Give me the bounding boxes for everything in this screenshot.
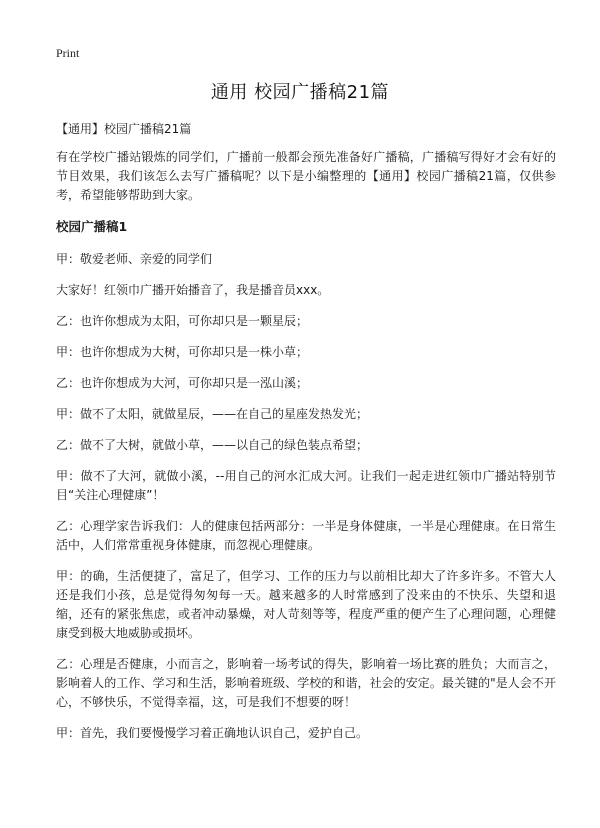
script-line: 甲：做不了大河，就做小溪，--用自己的河水汇成大河。让我们一起走进红领巾广播站特别节目“关注心理健康”！ <box>56 469 556 502</box>
script-line: 乙：也许你想成为太阳，可你却只是一颗星辰； <box>56 314 309 328</box>
script-line: 甲：敬爱老师、亲爱的同学们 <box>56 252 213 266</box>
script-line: 甲：做不了太阳，就做星辰，——在自己的星座发热发光； <box>56 407 369 421</box>
script-line: 乙：做不了大树，就做小草，——以自己的绿色装点希望； <box>56 438 369 452</box>
intro-paragraph: 有在学校广播站锻炼的同学们，广播前一般都会预先准备好广播稿，广播稿写得好才会有好的节目效果，我们该怎么去写广播稿呢？以下是小编整理的【通用】校园广播稿21篇，仅供参考，希望能够帮助到大家。 <box>56 150 556 202</box>
print-label: Print <box>56 46 80 60</box>
script-line: 甲：首先，我们要慢慢学习着正确地认识自己，爱护自己。 <box>56 726 369 740</box>
script-line: 甲：也许你想成为大树，可你却只是一株小草； <box>56 345 309 359</box>
section-heading: 校园广播稿1 <box>56 219 128 234</box>
script-line: 乙：心理是否健康，小而言之，影响着一场考试的得失，影响着一场比赛的胜负；大而言之，影响着人的工作、学习和生活，影响着班级、学校的和谐，社会的安定。最关键的"是人会不开心，不够快乐，不觉得幸福，这，可是我们不想要的呀！ <box>56 657 556 709</box>
document-title: 通用 校园广播稿21篇 <box>210 82 390 103</box>
document-subtitle: 【通用】校园广播稿21篇 <box>56 122 192 136</box>
script-line: 甲：的确，生活便捷了，富足了，但学习、工作的压力与以前相比却大了许多许多。不管大人还是我们小孩，总是觉得匆匆每一天。越来越多的人时常感到了没来由的不快乐、失望和退缩，还有的紧张焦虑，或者冲动暴燥，对人苛刻等等，程度严重的便产生了心理问题，心理健康受到极大地威胁或损坏。 <box>56 569 556 640</box>
script-line: 大家好！红领巾广播开始播音了，我是播音员xxx。 <box>56 283 330 297</box>
script-line: 乙：也许你想成为大河，可你却只是一泓山溪； <box>56 376 309 390</box>
document-body <box>56 120 556 755</box>
script-line: 乙：心理学家告诉我们：人的健康包括两部分：一半是身体健康，一半是心理健康。在日常生活中，人们常常重视身体健康，而忽视心理健康。 <box>56 519 556 552</box>
